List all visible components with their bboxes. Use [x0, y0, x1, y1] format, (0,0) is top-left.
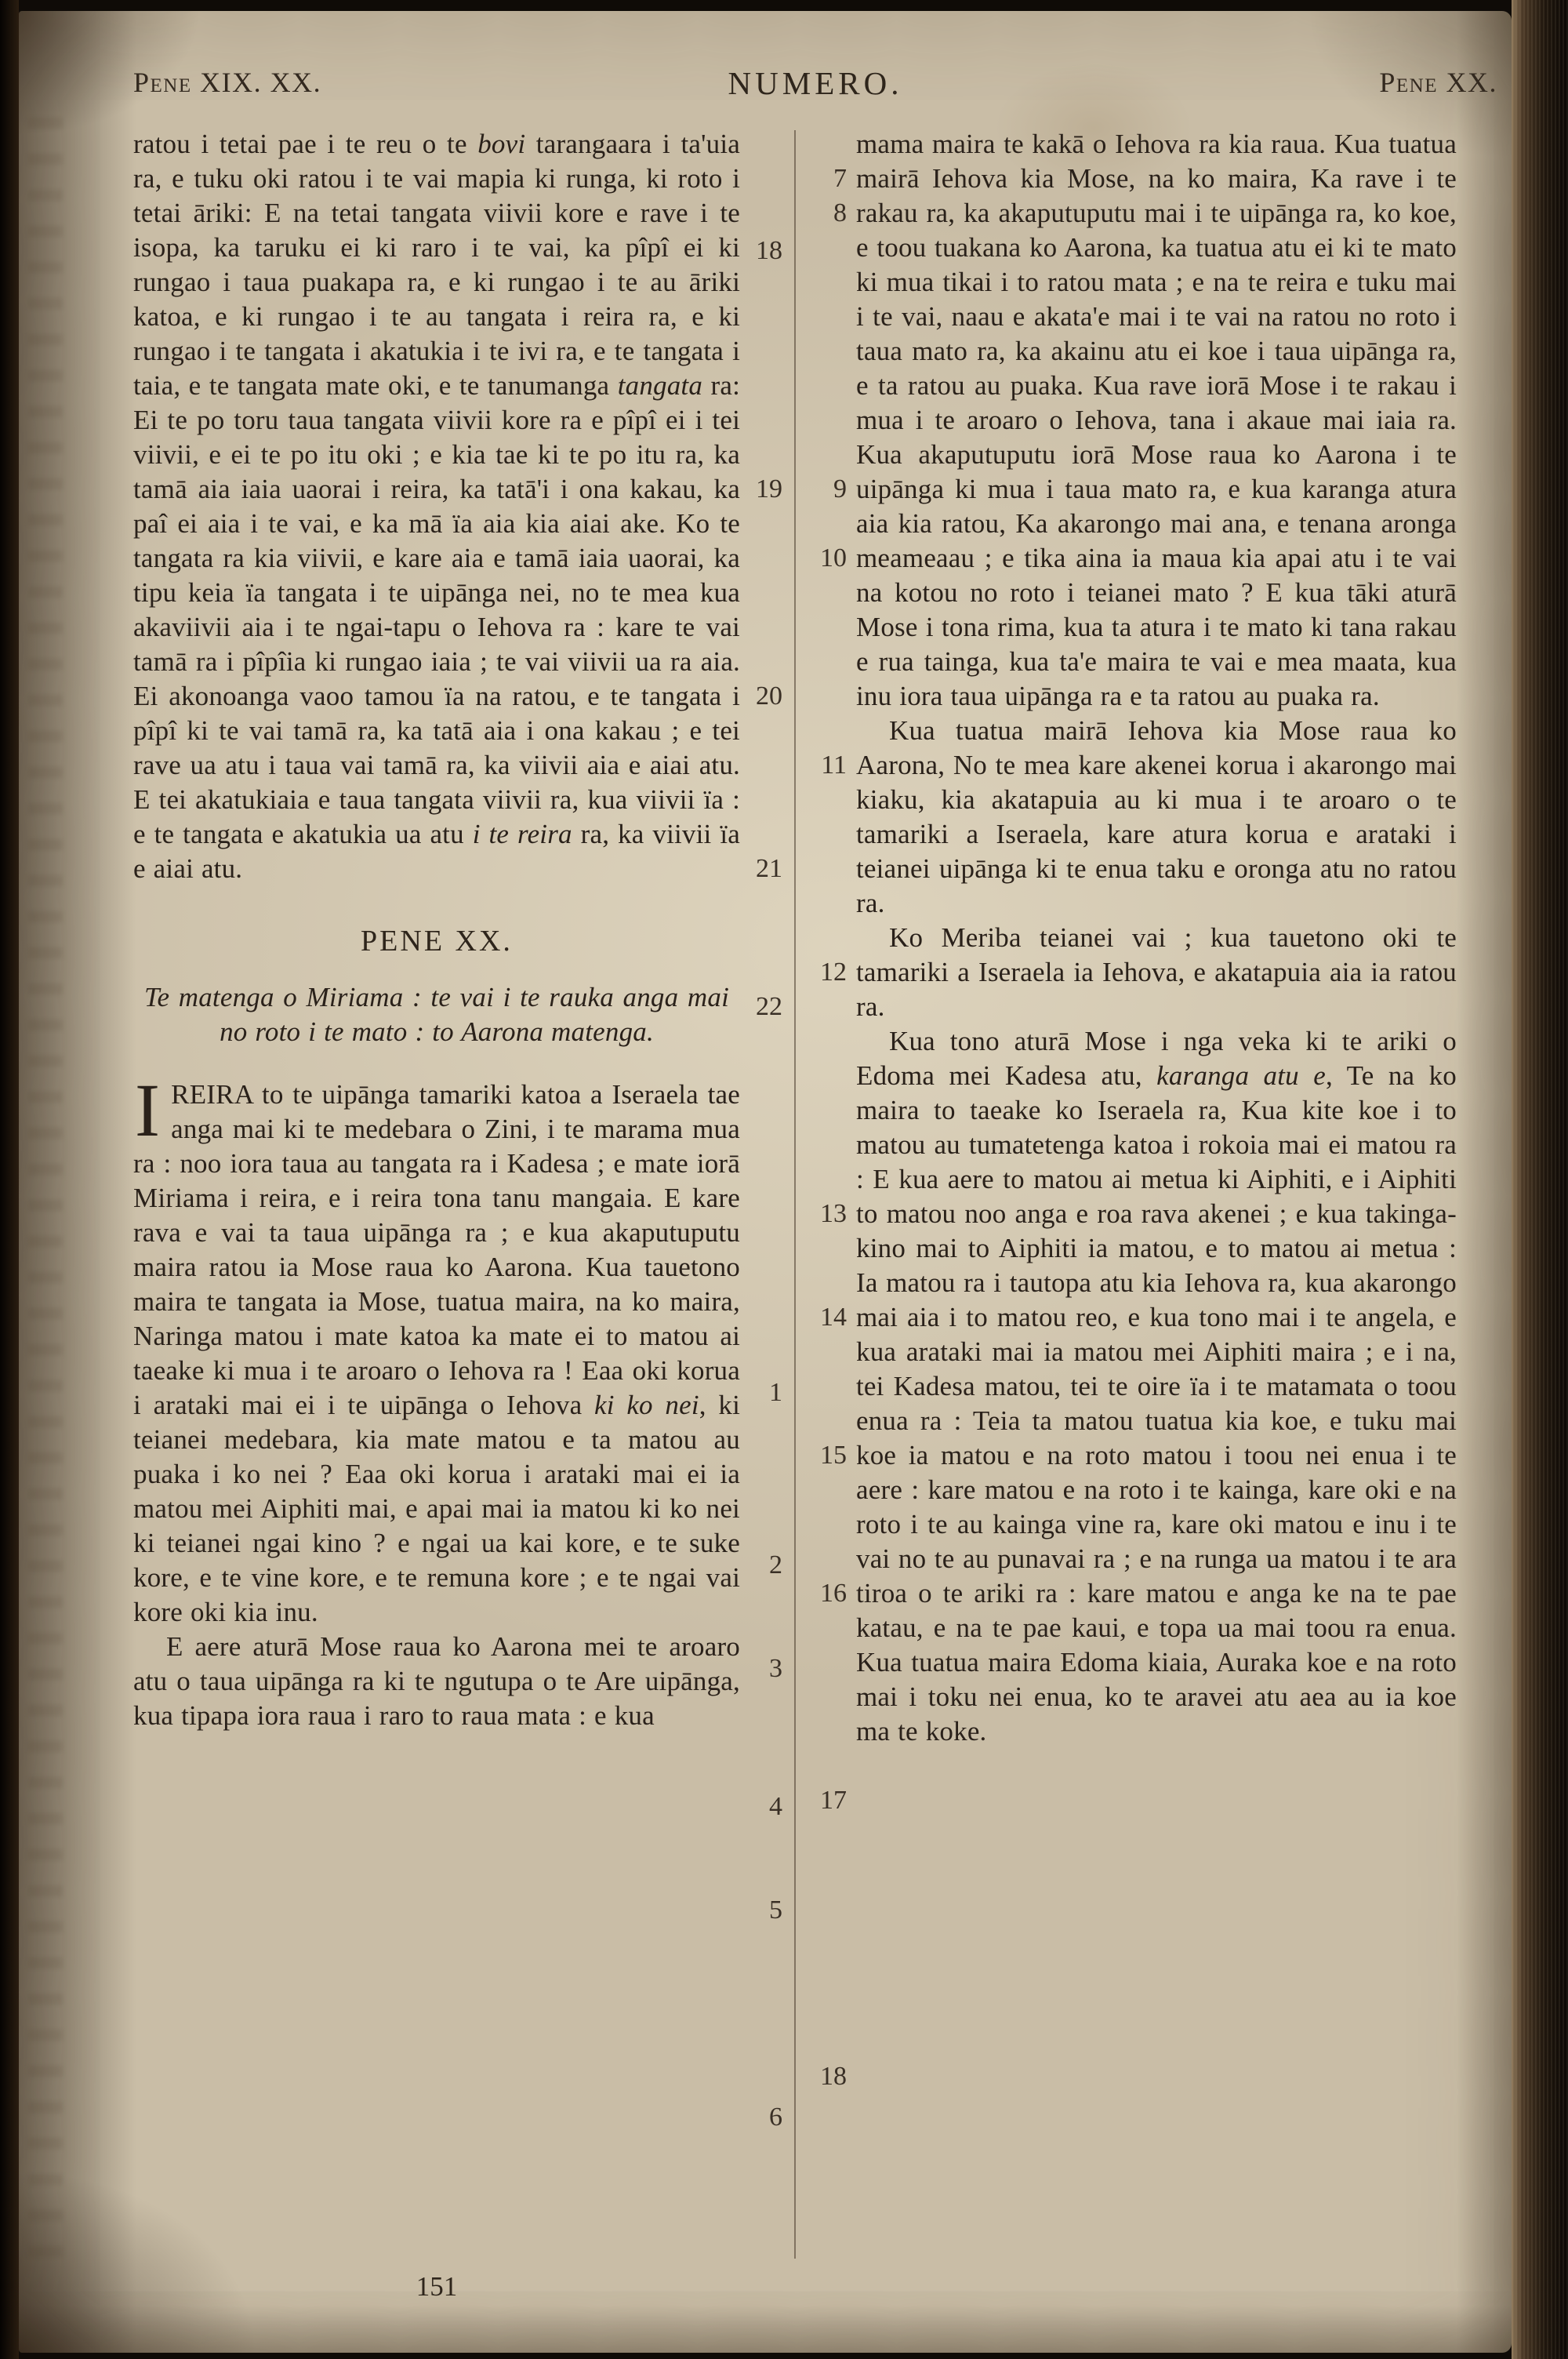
verse-number: 3 [769, 1654, 782, 1683]
verse-number: 7 [833, 164, 847, 193]
verse-number: 13 [820, 1199, 847, 1228]
column-divider-rule [794, 130, 796, 2259]
verse-number: 2 [769, 1550, 782, 1579]
verse-number: 1 [769, 1378, 782, 1407]
right-text-column [856, 127, 1457, 1749]
verse-number-gutter-right [801, 0, 847, 2359]
left-text-column [133, 127, 740, 1733]
chapter-summary: Te matenga o Miriama : te vai i te rauka anga mai no roto i te mato : to Aarona matenga. [144, 982, 729, 1047]
verse-number: 10 [820, 543, 847, 572]
verse-number: 15 [820, 1441, 847, 1470]
paragraph-verses-1-5 [133, 1068, 740, 1630]
paragraph-verse-6: E aere aturā Mose raua ko Aarona mei te aroaro atu o taua uipānga ra ki te ngutupa o te Are uipānga, kua tipapa iora raua i raro to raua mata : e kua [133, 1631, 740, 1731]
verse-number: 18 [756, 236, 782, 265]
verse-number: 5 [769, 1896, 782, 1925]
chapter-heading: PENE XX. [361, 925, 513, 958]
verse-number: 6 [769, 2103, 782, 2132]
verse-number: 17 [820, 1786, 847, 1815]
verse-number: 19 [756, 474, 782, 503]
page-number: 151 [416, 2271, 458, 2302]
paragraph-verses-14-18: Kua tono aturā Mose i nga veka ki te ariki o Edoma mei Kadesa atu, karanga atu e, Te na ko maira to taeake ko Iseraela ra, Kua kite koe i to matou au tumatetenga katoa i rokoia mai ei matou ra : E kua aere to matou ai metua ki Aiphiti, e i Aiphiti to matou noo anga e roa rava akenei ; e kua takinga-kino mai to Aiphiti ia matou, e to matou ai metua : Ia matou ra i tautopa atu kia Iehova ra, kua akarongo mai aia i to matou reo, e kua tono mai i te angela, e kua arataki mai ia matou mei Aiphiti maira ; e i na, tei Kadesa matou, tei te oire ïa i te matamata o toou enua ra : Teia ta matou tuatua kia koe, e tuku mai koe ia matou e na roto matou i toou nei enua i te aere : kare matou e na roto i te kainga, kare oki e na roto i te au kainga vine ra, kare oki matou e inu i te vai no te au punavai ra ; e na runga ua matou i te ara tiroa o te ariki ra : kare matou e anga ke na te pae katau, e na te pae kaui, e topa ua mai toou ra enua. Kua tuatua maira Edoma kiaia, Auraka koe e na roto mai i toku nei enua, ko te aravei atu aea au ia koe ma te koke. [856, 1026, 1457, 1747]
running-head-right: Pene XX. [1379, 67, 1497, 98]
running-head-left: Pene XIX. XX. [133, 67, 322, 98]
paragraph-verse-12: Kua tuatua mairā Iehova kia Mose raua ko Aarona, No te mea kare akenei korua i akarongo mai kiaku, kia akatapuia au ki mua i te aroaro o te tamariki a Iseraela, kare atura korua e arataki i teianei uipānga ki te enua taku e oronga atu no ratou ra. [856, 715, 1457, 918]
paragraph-verses-1-5-text: REIRA to te uipānga tamariki katoa a Iseraela tae anga mai ki te medebara o Zini, i te marama mua ra : noo iora taua au tangata ra i Kadesa ; e mate iorā Miriama i reira, e i reira tona tanu mangaia. E kare rava e vai ta taua uipānga ra ; e kua akaputuputu maira ratou ia Mose raua ko Aarona. Kua tauetono maira te tangata ia Mose, tuatua maira, na ko maira, Naringa matou i mate katoa ka mate ei to matou ai taeake ki mua i te aroaro o Iehova ra ! Eaa oki korua i arataki mai ei i te uipānga o Iehova ki ko nei, ki teianei medebara, kia mate matou e ta matou au puaka i ko nei ? Eaa oki korua i arataki mai ei ia matou mei Aiphiti mai, e apai mai ia matou ki ko nei ki teianei ngai kino ? e ngai ua kai kore, e te suke kore, e te vine kore, e te remuna kore ; e te ngai vai kore oki kia inu. [133, 1079, 740, 1627]
verse-number: 9 [833, 474, 847, 503]
verse-number: 12 [820, 958, 847, 987]
verse-number: 14 [820, 1303, 847, 1332]
book-title: NUMERO. [728, 65, 903, 101]
verse-number: 18 [820, 2062, 847, 2091]
verse-number: 20 [756, 682, 782, 711]
verse-number: 4 [769, 1792, 782, 1821]
verse-number-gutter-left [735, 0, 782, 2359]
paragraph-verses-17-22: ratou i tetai pae i te reu o te bovi tarangaara i ta'uia ra, e tuku oki ratou i te vai mapia ki runga, ki roto i tetai āriki: E na tetai tangata viivii kore e rave i te isopa, ka taruku ei ki raro i te vai, ka pîpî ei ki rungao i taua puakapa ra, e ki rungao i te au āriki katoa, e ki rungao i te au tangata i reira ra, e ki rungao i te tangata i akatukia i te ivi ra, e te tangata i taia, e te tangata mate oki, e te tanumanga tangata ra: Ei te po toru taua tangata viivii kore ra e pîpî ei i tei viivii, e ei te po itu oki ; e kia tae ki te po itu ra, ka tamā aia iaia uaorai i reira, ka tatā'i i ona kakau, ka paî ei aia i te vai, e ka mā ïa aia kia aiai ake. Ko te tangata ra kia viivii, e kare aia e tamā iaia uaorai, ka tipu keia ïa tangata i te uipānga nei, no te mea kua akaviivii aia i te ngai-tapu o Iehova ra : kare te vai tamā ra i pîpîia ki rungao iaia ; te vai viivii ua ra aia. Ei akonoanga vaoo tamou ïa na ratou, e te tangata i pîpî ki te vai tamā ra, ka tatā aia i ona kakau ; e tei rave ua atu i taua vai tamā ra, ka viivii aia e aiai atu. E tei akatukiaia e taua tangata viivii ra, kua viivii ïa : e te tangata e akatukia ua atu i te reira ra, ka viivii ïa e aiai atu. [133, 129, 741, 884]
paragraph-verses-7-11: mama maira te kakā o Iehova ra kia raua. Kua tuatua mairā Iehova kia Mose, na ko maira, Ka rave i te rakau ra, ka akaputuputu mai i te uipānga ra, ko koe, e toou tuakana ko Aarona, ka tuatua atu ei ki te mato ki mua tikai i to ratou mata ; e na te reira e tuku mai i te vai, naau e akata'e mai i te vai na ratou no roto i taua mato ra, ka akainu atu ei koe i taua uipānga ra, e ta ratou au puaka. Kua rave iorā Mose i te rakau i mua i te aroaro o Iehova, tana i akaue mai iaia ra. Kua akaputuputu iorā Mose raua ko Aarona i te uipānga ki mua i taua mato ra, e kua karanga atura aia kia ratou, Ka akarongo mai ana, e tenana aronga meameaau ; e tika aina ia maua kia apai atu i te vai na kotou no roto i teianei mato ? E kua tāki aturā Mose i tona rima, kua ta atura i te mato ki tana rakau e rua tainga, kua ta'e maira te vai e mea maata, kua inu iora taua uipānga ra e ta ratou au puaka ra. [856, 129, 1457, 711]
paragraph-verse-13: Ko Meriba teianei vai ; kua tauetono oki te tamariki a Iseraela ia Iehova, e akatapuia aia ia ratou ra. [856, 922, 1457, 1022]
verse-number: 8 [833, 198, 847, 227]
drop-cap: I [135, 1068, 161, 1152]
verse-number: 21 [756, 854, 782, 883]
verse-number: 22 [756, 992, 782, 1021]
verse-number: 16 [820, 1579, 847, 1608]
verse-number: 11 [821, 751, 847, 780]
